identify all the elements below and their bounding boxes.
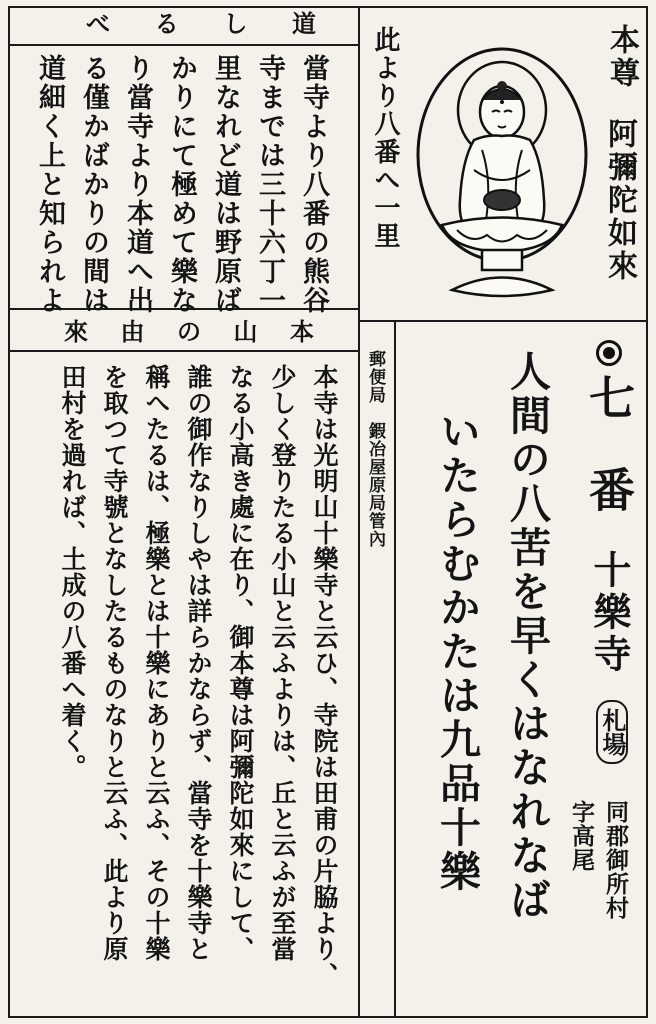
road-header-char: べ xyxy=(86,9,110,38)
road-line: 道細く上と知られよ xyxy=(34,54,65,315)
origin-line: を取つて寺號となしたるものなりと云ふ、此より原 xyxy=(100,364,129,962)
origin-header-char: 由 xyxy=(120,317,145,346)
right-mid-divider xyxy=(358,320,648,322)
temple-address-1: 同郡御所村 xyxy=(602,800,629,920)
origin-line: なる小高き處に在り、御本尊は阿彌陀如來にして、 xyxy=(226,364,255,962)
post-divider xyxy=(394,320,396,1018)
origin-header-rule xyxy=(8,350,360,352)
road-line: かりにて極めて樂な xyxy=(166,54,197,315)
poem-line-2: いたらむかたは九品十樂 xyxy=(433,410,481,894)
temple-address-2: 字高尾 xyxy=(568,800,595,872)
temple-name: 十樂寺 xyxy=(587,550,632,676)
honzon-name: 阿彌陀如來 xyxy=(602,118,637,283)
road-line: 里なれど道は野原ば xyxy=(210,54,241,315)
left-border xyxy=(8,6,10,1018)
fudasho-badge: 札場 xyxy=(596,700,628,764)
origin-line: 稱へたるは、極樂とは十樂にありと云ふ、その十樂 xyxy=(142,364,171,962)
origin-header xyxy=(64,317,314,346)
road-header xyxy=(86,9,316,38)
road-header-rule xyxy=(8,44,360,46)
origin-header-char: 山 xyxy=(233,317,258,346)
origin-line: 田村を過れば、土成の八番へ着く。 xyxy=(58,364,87,780)
right-border xyxy=(646,6,648,1018)
bottom-border xyxy=(8,1016,648,1018)
origin-line: 少しく登りたる小山と云ふよりは、丘と云ふが至當 xyxy=(268,364,297,962)
origin-header-char: の xyxy=(177,317,201,346)
distance-note: 此より八番へ一里 xyxy=(370,26,400,250)
road-header-char: る xyxy=(154,9,179,38)
origin-line: 誰の御作なりしやは詳らかならず、當寺を十樂寺と xyxy=(184,364,213,962)
origin-line: 本寺は光明山十樂寺と云ひ、寺院は田甫の片脇より、 xyxy=(310,364,339,988)
honzon-label: 本尊 xyxy=(604,24,639,90)
circle-mark-icon xyxy=(596,340,622,366)
post-office: 郵便局 鍜冶屋原局管內 xyxy=(365,350,385,548)
origin-header-char: 來 xyxy=(64,317,88,346)
road-header-char: し xyxy=(223,9,248,38)
temple-number: 七 番 xyxy=(582,374,636,512)
road-line: 寺までは三十六丁一 xyxy=(254,54,285,315)
buddha-illustration xyxy=(412,40,592,305)
road-header-char: 道 xyxy=(291,9,316,38)
road-line: り當寺より本道へ出 xyxy=(122,54,153,315)
road-line: る僅かばかりの間は xyxy=(78,54,109,315)
top-border xyxy=(8,6,648,8)
origin-header-char: 本 xyxy=(290,317,314,346)
road-line: 當寺より八番の熊谷 xyxy=(298,54,329,315)
poem-line-1: 人間の八苦を早くはなれなば xyxy=(503,350,551,922)
center-divider xyxy=(358,6,360,1018)
